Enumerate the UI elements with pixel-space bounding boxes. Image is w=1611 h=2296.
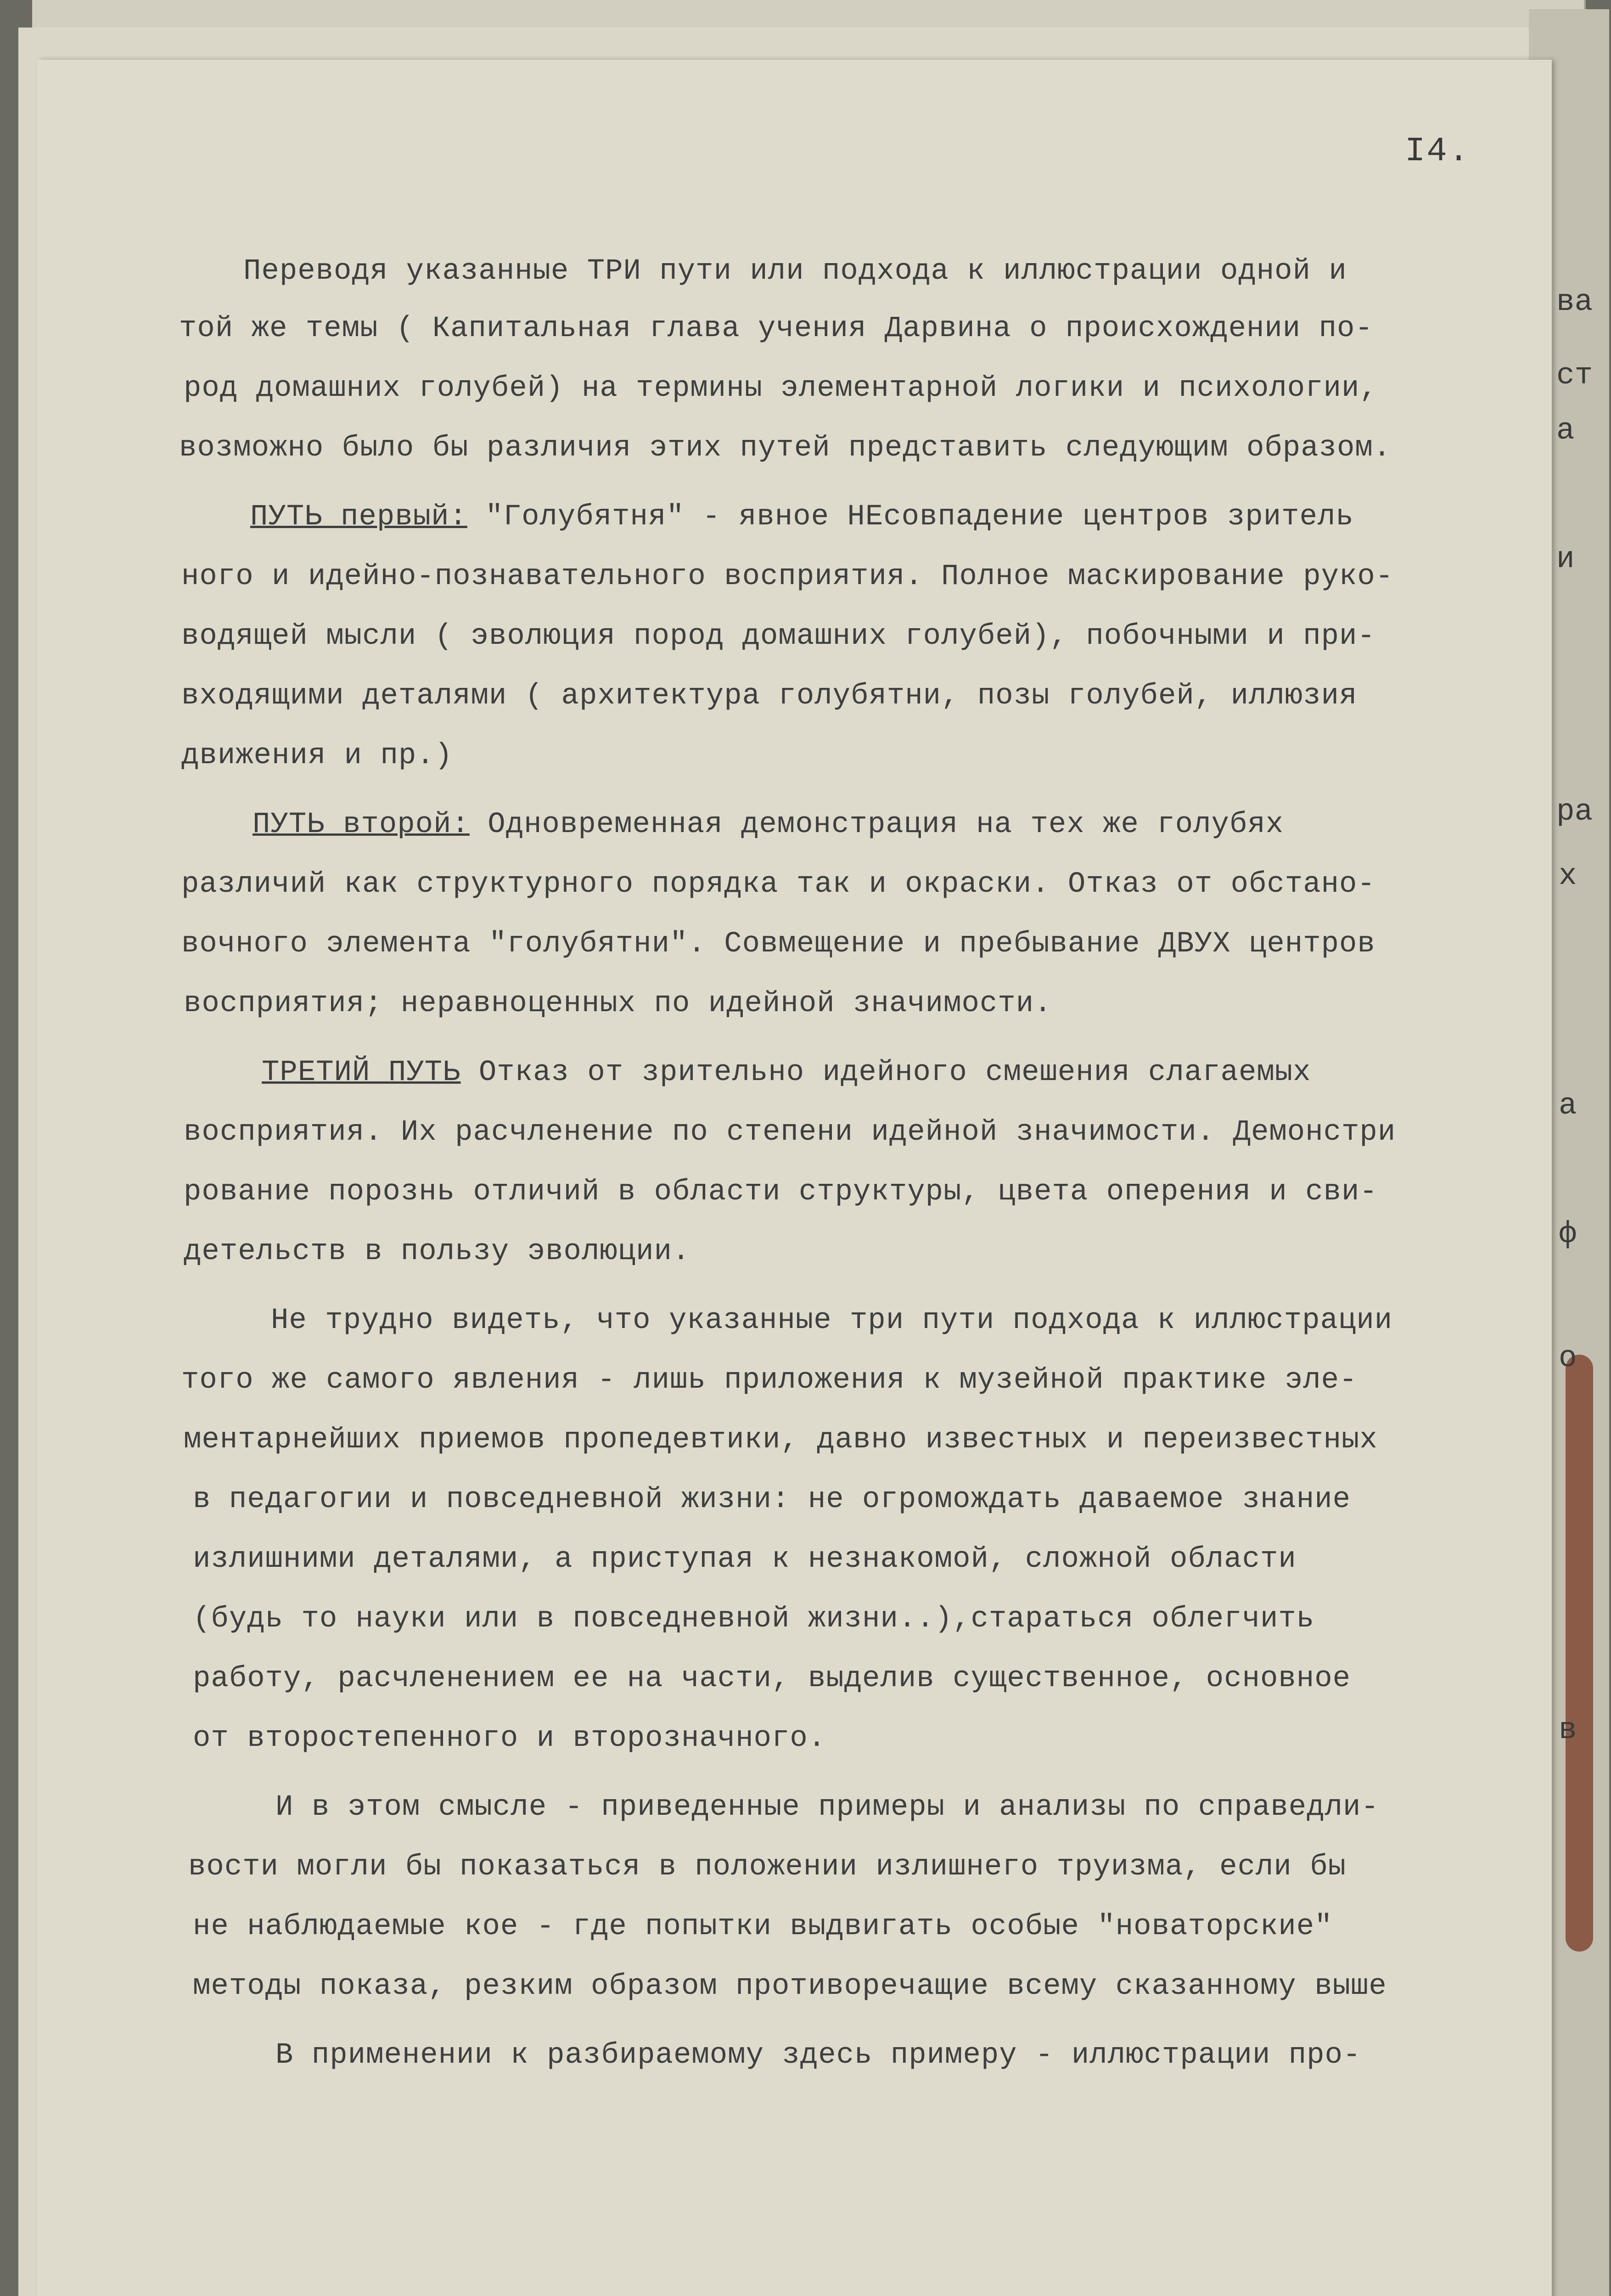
- section-text: Отказ от зрительно идейного смешения слагаемых: [460, 1056, 1311, 1089]
- text-line: [253, 808, 1284, 841]
- rust-stain: [1566, 1355, 1593, 1952]
- margin-fragment: ф: [1559, 1217, 1577, 1251]
- margin-fragment: а: [1559, 1088, 1577, 1123]
- section-heading: ПУТЬ второй:: [253, 808, 470, 841]
- section-text: "Голубятня" - явное НЕсовпадение центров зритель: [467, 501, 1354, 534]
- text-line: вочного элемента "голубятни". Совмещение и пребывание ДВУХ центров: [181, 928, 1375, 961]
- text-line: [250, 501, 1354, 534]
- margin-fragment: и: [1556, 542, 1575, 576]
- margin-fragment: ст: [1556, 358, 1593, 393]
- text-line: [262, 1056, 1311, 1089]
- margin-fragment: ва: [1556, 285, 1593, 319]
- text-line: излишними деталями, а приступая к незнакомой, сложной области: [193, 1543, 1297, 1576]
- text-line: не наблюдаемые кое - где попытки выдвигать особые "новаторские": [193, 1910, 1333, 1943]
- section-text: Одновременная демонстрация на тех же голубях: [469, 808, 1284, 841]
- margin-fragment: а: [1556, 413, 1575, 448]
- text-line: И в этом смысле - приведенные примеры и анализы по справедли-: [275, 1791, 1379, 1824]
- text-line: входящими деталями ( архитектура голубятни, позы голубей, иллюзия: [181, 680, 1358, 713]
- text-line: род домашних голубей) на термины элементарной логики и психологии,: [184, 372, 1378, 405]
- text-line: в педагогии и повседневной жизни: не огромождать даваемое знание: [193, 1483, 1351, 1516]
- text-line: Не трудно видеть, что указанные три пути подхода к иллюстрации: [271, 1304, 1393, 1337]
- text-line: различий как структурного порядка так и окраски. Отказ от обстано-: [181, 868, 1375, 901]
- text-line: методы показа, резким образом противоречащие всему сказанному выше: [193, 1970, 1387, 2003]
- text-line: восприятия. Их расчленение по степени идейной значимости. Демонстри: [184, 1116, 1396, 1149]
- text-line: возможно было бы различия этих путей представить следующим образом.: [179, 432, 1392, 465]
- text-line: движения и пр.): [181, 739, 453, 772]
- text-line: В применении к разбираемому здесь примеру - иллюстрации про-: [275, 2039, 1361, 2072]
- margin-fragment: х: [1559, 859, 1577, 893]
- section-heading: ПУТЬ первый:: [250, 501, 467, 534]
- text-line: водящей мысли ( эволюция пород домашних голубей), побочными и при-: [181, 620, 1375, 653]
- text-line: Переводя указанные ТРИ пути или подхода к иллюстрации одной и: [243, 255, 1347, 288]
- text-line: вости могли бы показаться в положении излишнего труизма, если бы: [188, 1851, 1346, 1884]
- text-line: детельств в пользу эволюции.: [184, 1235, 690, 1268]
- text-line: ного и идейно-познавательного восприятия. Полное маскирование руко-: [181, 560, 1394, 593]
- text-line: от второстепенного и второзначного.: [193, 1722, 826, 1755]
- text-line: того же самого явления - лишь приложения к музейной практике эле-: [181, 1364, 1358, 1397]
- margin-fragment: о: [1559, 1341, 1577, 1375]
- text-line: (будь то науки или в повседневной жизни..),стараться облегчить: [193, 1603, 1315, 1636]
- text-line: восприятия; неравноценных по идейной значимости.: [184, 987, 1052, 1020]
- page-number: I4.: [1405, 132, 1471, 171]
- margin-fragment: в: [1559, 1713, 1577, 1747]
- text-line: рование порознь отличий в области структуры, цвета оперения и сви-: [184, 1176, 1378, 1209]
- margin-fragment: ра: [1556, 794, 1593, 829]
- text-line: работу, расчленением ее на части, выделив существенное, основное: [193, 1662, 1351, 1695]
- section-heading: ТРЕТИЙ ПУТЬ: [262, 1056, 461, 1089]
- text-line: ментарнейших приемов пропедевтики, давно известных и переизвестных: [184, 1424, 1378, 1457]
- text-line: той же темы ( Капитальная глава учения Дарвина о происхождении по-: [179, 312, 1373, 345]
